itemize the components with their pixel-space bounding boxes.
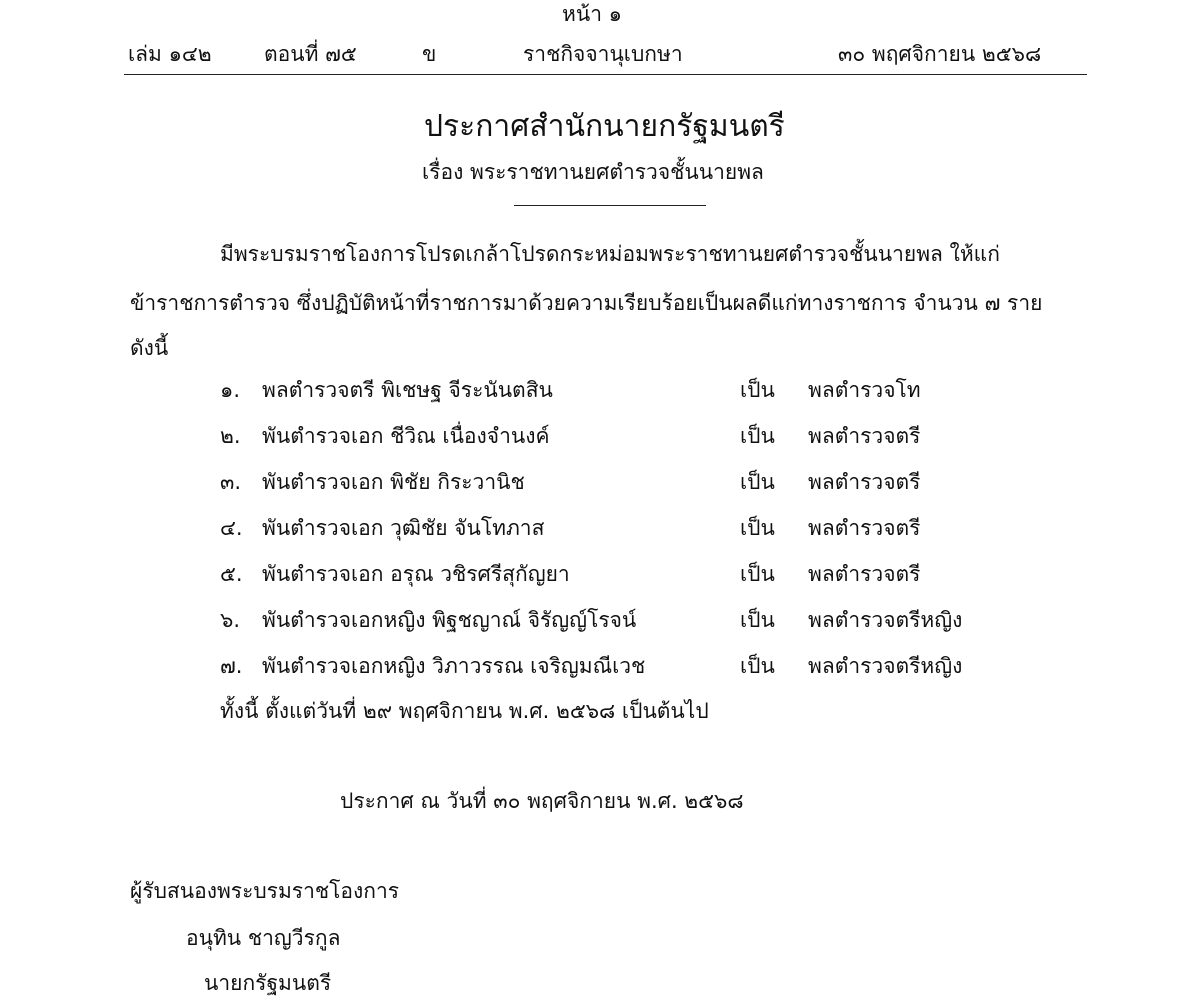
item-number: ๖. [220,608,241,632]
body-line-2: ข้าราชการตำรวจ ซึ่งปฏิบัติหน้าที่ราชการมาด้วยความเรียบร้อยเป็นผลดีแก่ทางราชการ จำนวน ๗ ราย [130,291,1043,315]
signatory-position: นายกรัฐมนตรี [204,971,332,995]
section-number: ตอนที่ ๗๕ [264,42,357,66]
header-divider [124,74,1087,75]
countersign-label: ผู้รับสนองพระบรมราชโองการ [130,879,400,903]
announcement-date: ประกาศ ณ วันที่ ๓๐ พฤศจิกายน พ.ศ. ๒๕๖๘ [340,789,744,813]
item-rank: พลตำรวจตรีหญิง [808,654,963,678]
announcement-subject: เรื่อง พระราชทานยศตำรวจชั้นนายพล [422,160,764,184]
item-connector: เป็น [740,378,775,402]
body-line-3: ดังนี้ [130,336,169,360]
item-number: ๗. [220,654,243,678]
item-connector: เป็น [740,608,775,632]
item-rank: พลตำรวจตรี [808,562,921,586]
volume-number: เล่ม ๑๔๒ [128,42,212,66]
item-number: ๕. [220,562,243,586]
item-name: พันตำรวจเอกหญิง วิภาวรรณ เจริญมณีเวช [262,654,646,678]
gazette-date: ๓๐ พฤศจิกายน ๒๕๖๘ [838,42,1042,66]
item-rank: พลตำรวจตรี [808,424,921,448]
item-number: ๑. [220,378,241,402]
item-number: ๔. [220,516,243,540]
body-line-1: มีพระบรมราชโองการโปรดเกล้าโปรดกระหม่อมพระราชทานยศตำรวจชั้นนายพล ให้แก่ [220,242,1000,266]
item-rank: พลตำรวจตรีหญิง [808,608,963,632]
part-letter: ข [422,42,437,66]
item-rank: พลตำรวจตรี [808,470,921,494]
item-name: พันตำรวจเอก วุฒิชัย จันโทภาส [262,516,545,540]
announcement-title: ประกาศสำนักนายกรัฐมนตรี [424,109,785,144]
page-number: หน้า ๑ [562,2,622,26]
item-connector: เป็น [740,562,775,586]
item-connector: เป็น [740,470,775,494]
gazette-name: ราชกิจจานุเบกษา [523,42,683,66]
item-connector: เป็น [740,516,775,540]
item-rank: พลตำรวจตรี [808,516,921,540]
item-name: พันตำรวจเอก พิชัย กิระวานิช [262,470,525,494]
item-rank: พลตำรวจโท [808,378,921,402]
item-name: พันตำรวจเอกหญิง พิฐชญาณ์ จิรัญญ์โรจน์ [262,608,637,632]
effective-date: ทั้งนี้ ตั้งแต่วันที่ ๒๙ พฤศจิกายน พ.ศ. ๒๕๖๘ เป็นต้นไป [220,699,709,723]
title-divider [514,205,706,206]
item-name: พันตำรวจเอก อรุณ วชิรศรีสุกัญยา [262,562,570,586]
item-connector: เป็น [740,654,775,678]
item-name: พลตำรวจตรี พิเชษฐ จีระนันตสิน [262,378,553,402]
item-name: พันตำรวจเอก ชีวิณ เนื่องจำนงค์ [262,424,550,448]
item-number: ๓. [220,470,242,494]
item-connector: เป็น [740,424,775,448]
item-number: ๒. [220,424,241,448]
signatory-name: อนุทิน ชาญวีรกูล [186,926,341,950]
